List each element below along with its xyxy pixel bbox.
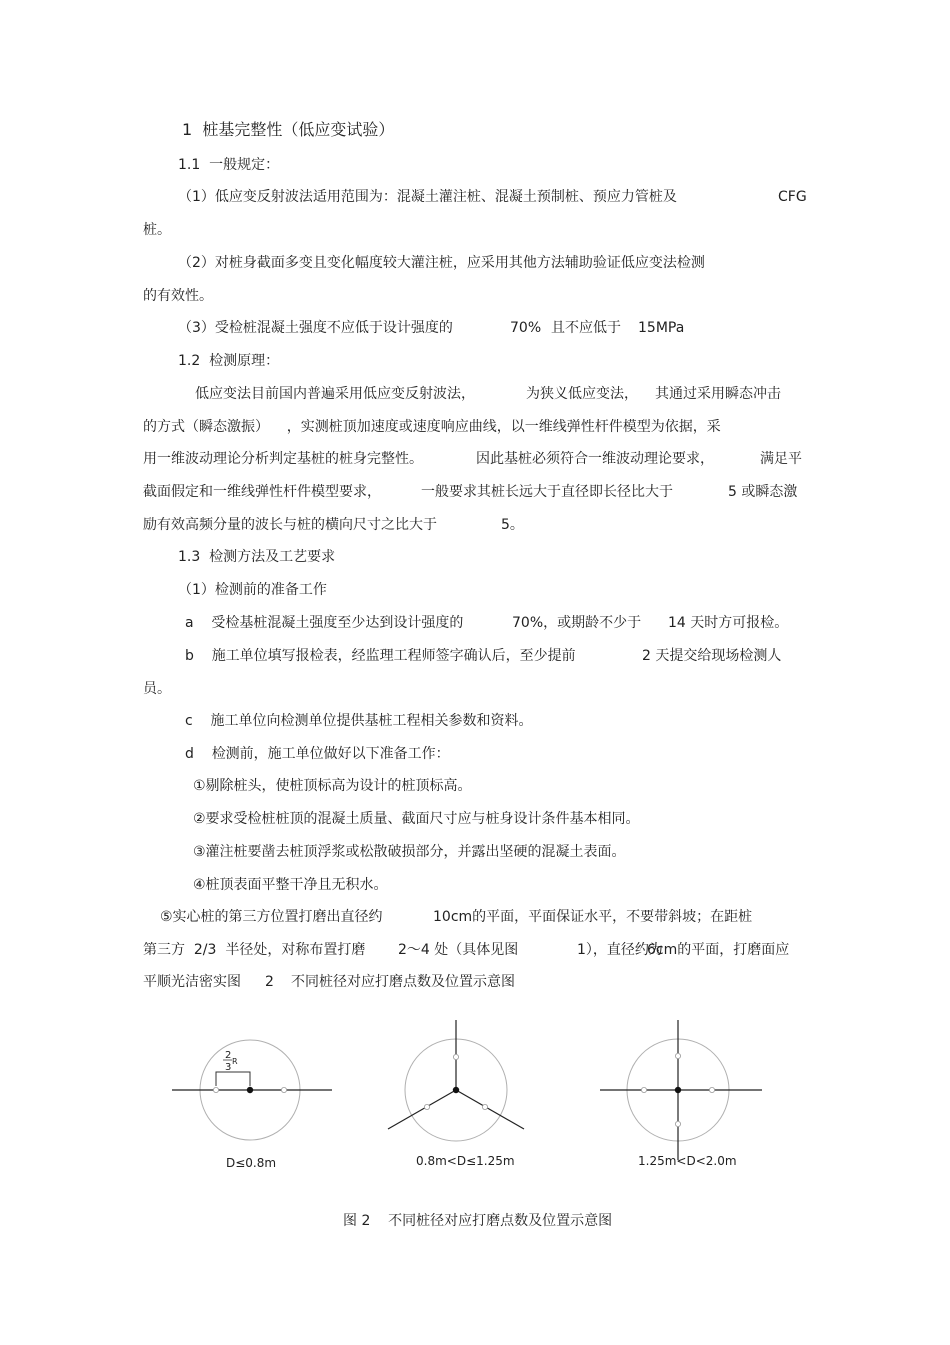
item-d: d 检测前，施工单位做好以下准备工作： <box>185 746 450 762</box>
para-3-mid: 且不应低于 <box>551 320 621 336</box>
subsection-1-1: 1.1 一般规定： <box>178 157 280 173</box>
dim-radius-symbol: R <box>232 1057 238 1066</box>
sub-item-1: ①剔除桩头，使桩顶标高为设计的桩顶标高。 <box>193 778 472 794</box>
sub-item-2: ②要求受检桩桩顶的混凝土质量、截面尺寸应与桩身设计条件基本相同。 <box>193 811 640 827</box>
principle-line-4b: 一般要求其桩长远大于直径即长径比大于 <box>421 484 673 500</box>
axis-line <box>388 1090 456 1129</box>
principle-line-1a: 低应变法目前国内普遍采用低应变反射波法， <box>195 386 475 402</box>
para-1-text: （1）低应变反射波法适用范围为：混凝土灌注桩、混凝土预制桩、预应力管桩及 <box>178 189 677 205</box>
para-1-end: 桩。 <box>143 222 171 238</box>
sub-item-3: ③灌注桩要凿去桩顶浮浆或松散破损部分，并露出坚硬的混凝土表面。 <box>193 844 626 860</box>
grind-point <box>213 1087 218 1092</box>
method-1: （1）检测前的准备工作 <box>178 582 327 598</box>
diagram-small-pile <box>172 1040 332 1140</box>
diagram-medium-pile <box>388 1020 524 1141</box>
para-3-strength: 15MPa <box>638 320 685 336</box>
principle-line-2: 的方式（瞬态激振） ，实测桩顶加速度或速度响应曲线，以一维线弹性杆件模型为依据，采 <box>143 419 721 435</box>
sub-item-5a: ⑤实心桩的第三方位置打磨出直径约 <box>160 909 383 925</box>
para-3-text: （3）受检桩混凝土强度不应低于设计强度的 <box>178 320 453 336</box>
sub-item-5h: 2 <box>265 974 274 990</box>
dim-fraction-top: 2 <box>225 1050 232 1061</box>
diagram-label-large: 1.25m<D<2.0m <box>638 1154 737 1168</box>
dimension-bracket <box>216 1072 250 1086</box>
sub-item-5e: 1），直径约为 <box>577 942 663 958</box>
diagram-label-small: D≤0.8m <box>226 1156 277 1170</box>
item-c: c 施工单位向检测单位提供基桩工程相关参数和资料。 <box>185 713 533 729</box>
item-b-end: 员。 <box>143 681 171 697</box>
figure-caption: 图 2 不同桩径对应打磨点数及位置示意图 <box>343 1213 613 1229</box>
grind-point <box>675 1121 680 1126</box>
sub-item-5i: 不同桩径对应打磨点数及位置示意图 <box>291 974 515 990</box>
para-1-cfg: CFG <box>778 189 807 205</box>
principle-line-3b: 因此基桩必须符合一维波动理论要求， <box>476 451 714 467</box>
section-heading: 1 桩基完整性（低应变试验） <box>182 120 395 139</box>
principle-line-5a: 励有效高频分量的波长与桩的横向尺寸之比大于 <box>143 517 437 533</box>
sub-item-5c: 第三方 2/3 半径处，对称布置打磨 <box>143 942 366 958</box>
diagram-large-pile <box>600 1020 762 1160</box>
para-2-text: （2）对桩身截面多变且变化幅度较大灌注桩，应采用其他方法辅助验证低应变法检测 <box>178 255 705 271</box>
principle-line-1b: 为狭义低应变法， <box>526 386 638 402</box>
diagram-label-medium: 0.8m<D≤1.25m <box>416 1154 515 1168</box>
center-point <box>247 1087 253 1093</box>
item-a-text: a 受检基桩混凝土强度至少达到设计强度的 <box>185 615 464 631</box>
dim-fraction-bottom: 3 <box>225 1062 232 1073</box>
grind-point <box>482 1104 487 1109</box>
center-point <box>453 1087 459 1093</box>
principle-line-5b: 5。 <box>501 517 524 533</box>
axis-line <box>456 1090 524 1129</box>
principle-line-4a: 截面假定和一维线弹性杆件模型要求， <box>143 484 381 500</box>
item-b-text: b 施工单位填写报检表，经监理工程师签字确认后，至少提前 <box>185 648 576 664</box>
grind-point <box>675 1053 680 1058</box>
grind-point <box>641 1087 646 1092</box>
item-a-percent: 70%，或期龄不少于 <box>512 615 642 631</box>
sub-item-5f: 6cm的平面，打磨面应 <box>647 942 790 958</box>
item-a-days: 14 天时方可报检。 <box>668 615 789 631</box>
principle-line-1c: 其通过采用瞬态冲击 <box>655 386 781 402</box>
para-2-end: 的有效性。 <box>143 288 213 304</box>
grind-point <box>709 1087 714 1092</box>
principle-line-4c: 5 或瞬态激 <box>728 484 798 500</box>
sub-item-5g: 平顺光洁密实图 <box>143 974 241 990</box>
principle-line-3c: 满足平 <box>760 451 802 467</box>
para-3-percent: 70% <box>510 320 542 336</box>
sub-item-5b: 10cm的平面，平面保证水平，不要带斜坡；在距桩 <box>433 909 753 925</box>
grind-point <box>453 1054 458 1059</box>
sub-item-5d: 2～4 处（具体见图 <box>398 942 519 958</box>
subsection-1-2: 1.2 检测原理： <box>178 353 280 369</box>
principle-line-3a: 用一维波动理论分析判定基桩的桩身完整性。 <box>143 451 423 467</box>
center-point <box>675 1087 681 1093</box>
item-b-days: 2 天提交给现场检测人 <box>642 648 782 664</box>
sub-item-4: ④桩顶表面平整干净且无积水。 <box>193 877 388 893</box>
subsection-1-3: 1.3 检测方法及工艺要求 <box>178 549 336 565</box>
grind-point <box>424 1104 429 1109</box>
grind-point <box>281 1087 286 1092</box>
